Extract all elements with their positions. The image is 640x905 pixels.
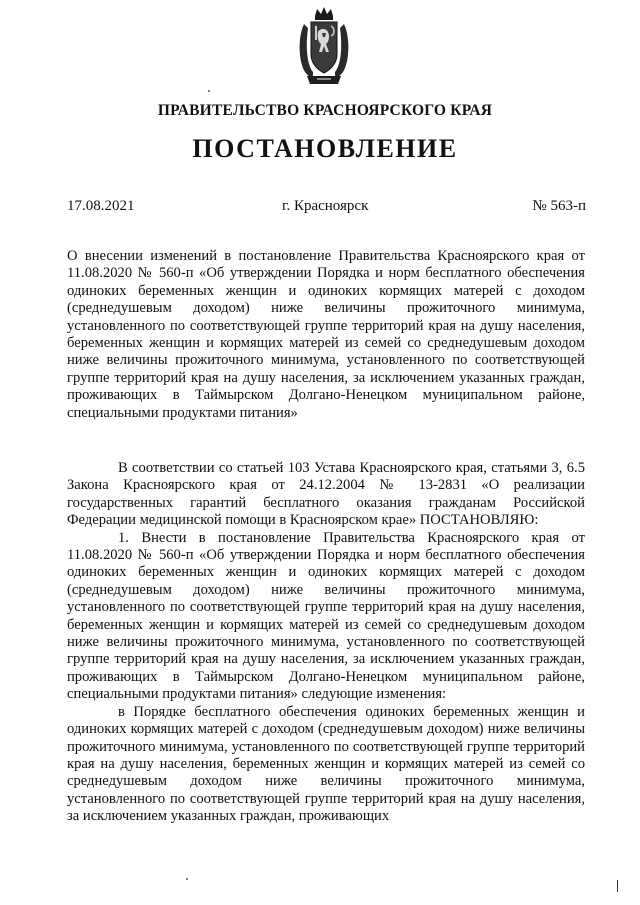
- government-name: ПРАВИТЕЛЬСТВО КРАСНОЯРСКОГО КРАЯ: [157, 102, 493, 119]
- item-1-paragraph: 1. Внести в постановление Правительства Красноярского края от 11.08.2020 № 560-п «Об утверждении Порядка и норм бесплатного обеспечения одиноких беременных женщин и одиноких кормящих матерей с доходом (среднедушевым доходом) ниже величины прожиточного минимума, установленного по соответствующей группе территорий края на душу населения, беременных женщин и кормящих матерей из семей со среднедушевым доходом ниже величины прожиточного минимума, установленного по соответствующей группе территорий края на душу населения, за исключением указанных граждан, проживающих в Таймырском Долгано-Ненецком муниципальном районе, специальными продуктами питания» следующие изменения:: [67, 529, 585, 703]
- coat-of-arms-icon: [295, 6, 353, 90]
- document-city: г. Красноярск: [282, 198, 369, 214]
- scan-speck: [208, 90, 210, 92]
- document-date: 17.08.2021: [67, 198, 135, 214]
- item-1a-paragraph: в Порядке бесплатного обеспечения одиноких беременных женщин и одиноких кормящих матерей с доходом (среднедушевым доходом) ниже величины прожиточного минимума, установленного по соответствующей группе территорий края на душу населения, беременных женщин и кормящих матерей из семей со среднедушевым доходом ниже величины прожиточного минимума, установленного по соответствующей группе территорий края на душу населения, за исключением указанных граждан, проживающих: [67, 703, 585, 825]
- scan-mark: [617, 880, 618, 892]
- document-subject: [67, 248, 585, 422]
- document-number: № 563-п: [532, 198, 586, 214]
- scan-speck: [186, 878, 188, 880]
- document-type-title: ПОСТАНОВЛЕНИЕ: [192, 134, 458, 163]
- preamble-paragraph: В соответствии со статьей 103 Устава Красноярского края, статьями 3, 6.5 Закона Красноярского края от 24.12.2004 № 13-2831 «О реализации государственных гарантий бесплатного оказания гражданам Российской Федерации медицинской помощи в Красноярском крае» ПОСТАНОВЛЯЮ:: [67, 460, 585, 529]
- document-body: [67, 460, 585, 826]
- subject-paragraph: О внесении изменений в постановление Правительства Красноярского края от 11.08.2020 № 560-п «Об утверждении Порядка и норм бесплатного обеспечения одиноких беременных женщин и одиноких кормящих матерей с доходом (среднедушевым доходом) ниже величины прожиточного минимума, установленного по соответствующей группе территорий края на душу населения, беременных женщин и кормящих матерей из семей со среднедушевым доходом ниже величины прожиточного минимума, установленного по соответствующей группе территорий края на душу населения, за исключением указанных граждан, проживающих в Таймырском Долгано-Ненецком муниципальном районе, специальными продуктами питания»: [67, 248, 585, 421]
- coat-of-arms-graphic: [295, 6, 353, 90]
